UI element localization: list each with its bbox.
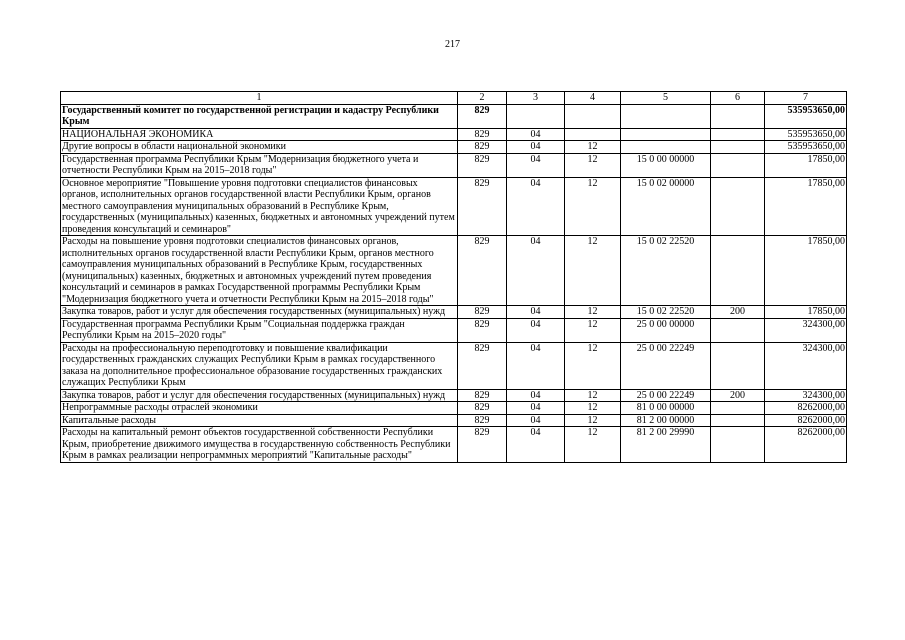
row-rz-cell (507, 104, 565, 128)
row-gr-cell: 829 (458, 389, 507, 402)
row-csr-cell: 15 0 02 00000 (621, 177, 711, 236)
header-cell-7: 7 (765, 92, 847, 105)
row-csr-cell: 81 2 00 00000 (621, 414, 711, 427)
header-cell-1: 1 (61, 92, 458, 105)
row-vr-cell (711, 427, 765, 463)
row-sum-cell: 8262000,00 (765, 402, 847, 415)
row-csr-cell (621, 104, 711, 128)
row-name-cell: Непрограммные расходы отраслей экономики (61, 402, 458, 415)
table-row (61, 177, 847, 236)
row-sum-cell: 17850,00 (765, 153, 847, 177)
table-row (61, 128, 847, 141)
row-vr-cell (711, 402, 765, 415)
header-cell-6: 6 (711, 92, 765, 105)
row-pr-cell: 12 (565, 427, 621, 463)
row-name-cell: Расходы на капитальный ремонт объектов государственной собственности Республики Крым, приобретение движимого имущества в государственную собственность Республики Крым в рамках реализации непрограммных мероприятий "Капитальные расходы" (61, 427, 458, 463)
row-pr-cell (565, 104, 621, 128)
row-vr-cell (711, 236, 765, 306)
row-csr-cell: 25 0 00 22249 (621, 389, 711, 402)
row-rz-cell: 04 (507, 318, 565, 342)
table-row (61, 414, 847, 427)
row-sum-cell: 535953650,00 (765, 104, 847, 128)
row-vr-cell (711, 342, 765, 389)
row-name-cell: Закупка товаров, работ и услуг для обеспечения государственных (муниципальных) нужд (61, 306, 458, 319)
row-sum-cell: 324300,00 (765, 342, 847, 389)
header-row (61, 92, 847, 105)
row-vr-cell: 200 (711, 306, 765, 319)
row-pr-cell: 12 (565, 389, 621, 402)
row-csr-cell: 15 0 00 00000 (621, 153, 711, 177)
table-row (61, 389, 847, 402)
row-rz-cell: 04 (507, 389, 565, 402)
row-pr-cell: 12 (565, 177, 621, 236)
table-row (61, 342, 847, 389)
row-gr-cell: 829 (458, 236, 507, 306)
row-pr-cell: 12 (565, 236, 621, 306)
row-rz-cell: 04 (507, 153, 565, 177)
header-cell-3: 3 (507, 92, 565, 105)
table-row (61, 141, 847, 154)
row-gr-cell: 829 (458, 414, 507, 427)
row-name-cell: Государственная программа Республики Крым "Модернизация бюджетного учета и отчетности Республики Крым на 2015–2018 годы" (61, 153, 458, 177)
row-gr-cell: 829 (458, 141, 507, 154)
row-gr-cell: 829 (458, 153, 507, 177)
row-gr-cell: 829 (458, 306, 507, 319)
row-name-cell: Государственный комитет по государственной регистрации и кадастру Республики Крым (61, 104, 458, 128)
row-sum-cell: 17850,00 (765, 177, 847, 236)
row-sum-cell: 324300,00 (765, 318, 847, 342)
table-row (61, 236, 847, 306)
row-csr-cell: 15 0 02 22520 (621, 306, 711, 319)
row-name-cell: Основное мероприятие "Повышение уровня подготовки специалистов финансовых органов, исполнительных органов государственной власти Республики Крым, органов местного самоуправления муниципальных образований в Республике Крым, государственных (муниципальных) казенных, бюджетных и автономных учреждений путем проведения консультаций и семинаров" (61, 177, 458, 236)
row-vr-cell (711, 414, 765, 427)
row-vr-cell (711, 128, 765, 141)
row-rz-cell: 04 (507, 177, 565, 236)
table-row (61, 402, 847, 415)
row-vr-cell (711, 153, 765, 177)
row-sum-cell: 535953650,00 (765, 141, 847, 154)
row-pr-cell: 12 (565, 306, 621, 319)
row-rz-cell: 04 (507, 402, 565, 415)
row-sum-cell: 17850,00 (765, 306, 847, 319)
row-vr-cell (711, 141, 765, 154)
row-name-cell: Капитальные расходы (61, 414, 458, 427)
row-rz-cell: 04 (507, 414, 565, 427)
row-name-cell: Расходы на профессиональную переподготовку и повышение квалификации государственных гражданских служащих Республики Крым в рамках государственного заказа на дополнительное профессиональное образование государственных гражданских служащих Республики Крым (61, 342, 458, 389)
row-csr-cell (621, 128, 711, 141)
row-gr-cell: 829 (458, 318, 507, 342)
row-gr-cell: 829 (458, 104, 507, 128)
row-gr-cell: 829 (458, 427, 507, 463)
row-csr-cell: 81 0 00 00000 (621, 402, 711, 415)
row-csr-cell: 15 0 02 22520 (621, 236, 711, 306)
row-name-cell: Другие вопросы в области национальной экономики (61, 141, 458, 154)
page-number: 217 (445, 39, 460, 50)
row-pr-cell: 12 (565, 153, 621, 177)
row-vr-cell (711, 104, 765, 128)
row-sum-cell: 324300,00 (765, 389, 847, 402)
table-row (61, 153, 847, 177)
header-cell-5: 5 (621, 92, 711, 105)
row-pr-cell: 12 (565, 402, 621, 415)
row-rz-cell: 04 (507, 128, 565, 141)
row-vr-cell: 200 (711, 389, 765, 402)
row-pr-cell (565, 128, 621, 141)
row-pr-cell: 12 (565, 342, 621, 389)
row-sum-cell: 8262000,00 (765, 414, 847, 427)
row-csr-cell (621, 141, 711, 154)
row-rz-cell: 04 (507, 342, 565, 389)
row-name-cell: Государственная программа Республики Крым "Социальная поддержка граждан Республики Крым на 2015–2020 годы" (61, 318, 458, 342)
row-gr-cell: 829 (458, 128, 507, 141)
row-rz-cell: 04 (507, 306, 565, 319)
row-csr-cell: 81 2 00 29990 (621, 427, 711, 463)
row-gr-cell: 829 (458, 342, 507, 389)
row-rz-cell: 04 (507, 427, 565, 463)
row-name-cell: НАЦИОНАЛЬНАЯ ЭКОНОМИКА (61, 128, 458, 141)
row-pr-cell: 12 (565, 414, 621, 427)
table-row (61, 318, 847, 342)
row-rz-cell: 04 (507, 141, 565, 154)
row-pr-cell: 12 (565, 141, 621, 154)
table-row (61, 306, 847, 319)
row-pr-cell: 12 (565, 318, 621, 342)
row-csr-cell: 25 0 00 22249 (621, 342, 711, 389)
row-sum-cell: 535953650,00 (765, 128, 847, 141)
row-vr-cell (711, 177, 765, 236)
row-rz-cell: 04 (507, 236, 565, 306)
header-cell-4: 4 (565, 92, 621, 105)
row-sum-cell: 17850,00 (765, 236, 847, 306)
row-vr-cell (711, 318, 765, 342)
row-gr-cell: 829 (458, 402, 507, 415)
row-csr-cell: 25 0 00 00000 (621, 318, 711, 342)
row-name-cell: Расходы на повышение уровня подготовки специалистов финансовых органов, исполнительных органов государственной власти Республики Крым, органов местного самоуправления муниципальных образований в Республике Крым, государственных (муниципальных) казенных, бюджетных и автономных учреждений путем проведения консультаций и семинаров в рамках Государственной программы Республики Крым "Модернизация бюджетного учета и отчетности Республики Крым на 2015–2018 годы" (61, 236, 458, 306)
row-sum-cell: 8262000,00 (765, 427, 847, 463)
header-cell-2: 2 (458, 92, 507, 105)
row-name-cell: Закупка товаров, работ и услуг для обеспечения государственных (муниципальных) нужд (61, 389, 458, 402)
table-row (61, 427, 847, 463)
row-gr-cell: 829 (458, 177, 507, 236)
budget-table (60, 91, 847, 463)
table-row (61, 104, 847, 128)
